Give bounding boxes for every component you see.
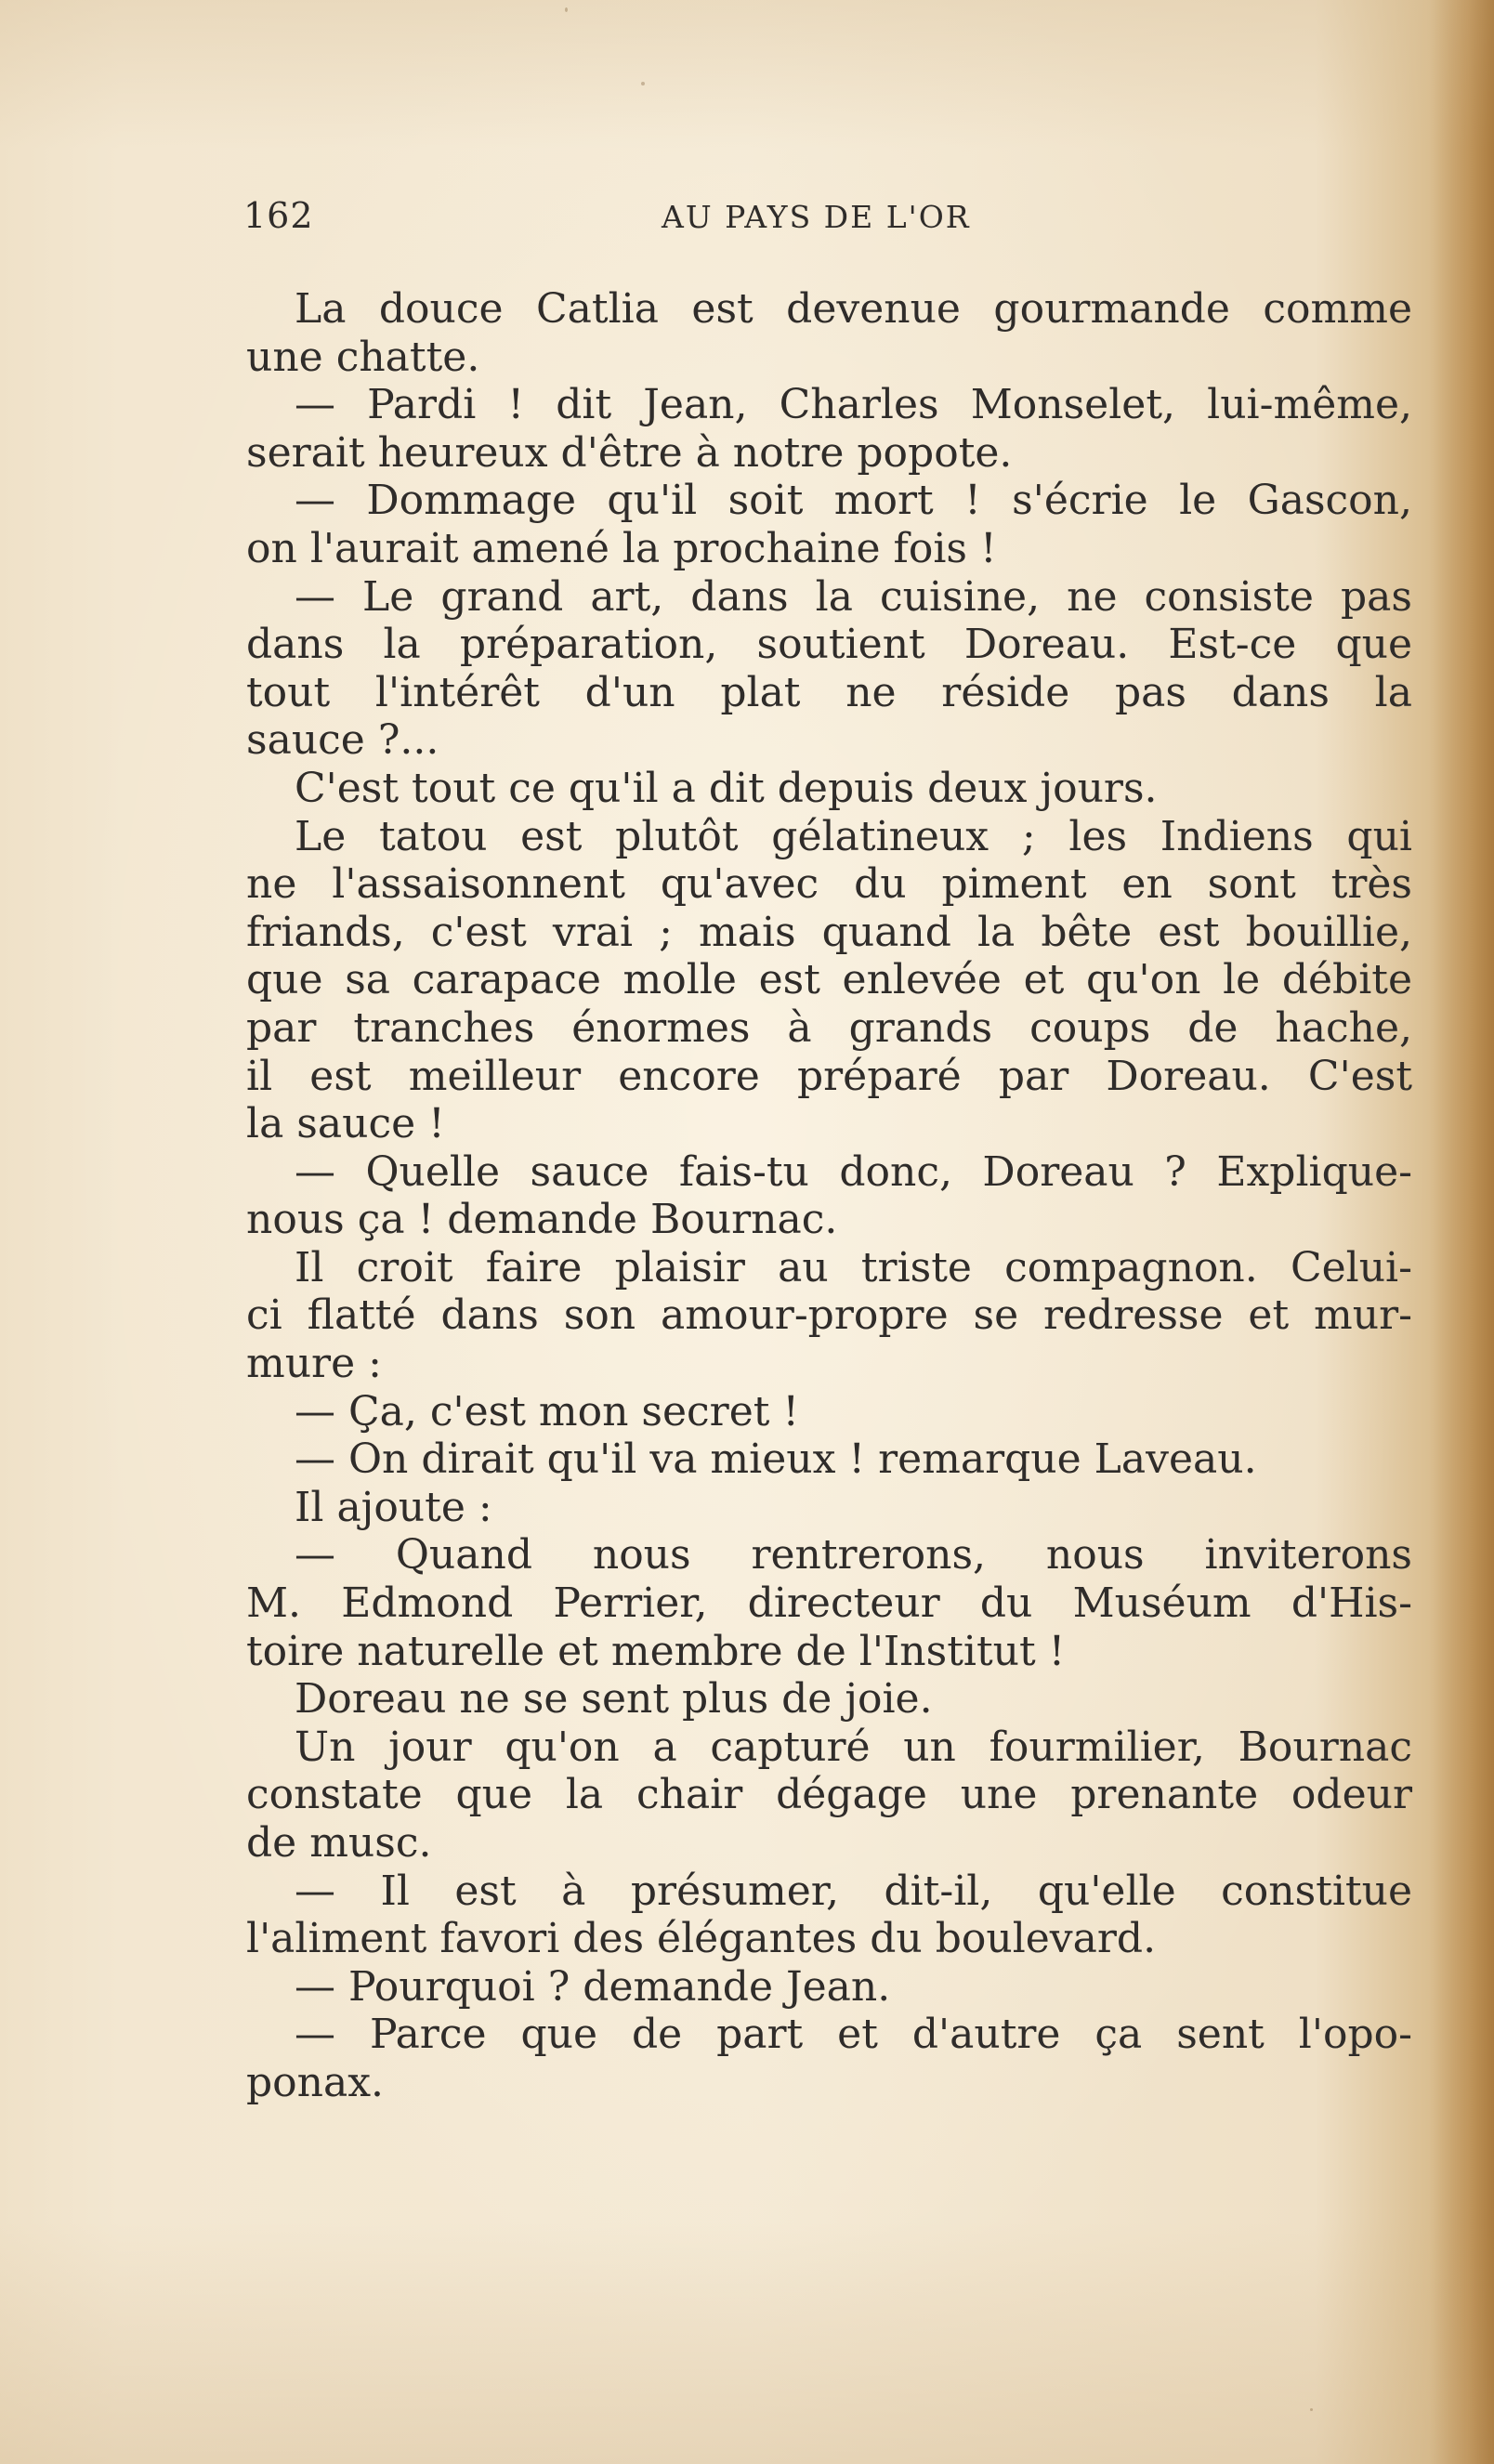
page-number: 162 (243, 195, 314, 236)
text-line: sauce ?... (246, 716, 439, 765)
text-line: une chatte. (246, 333, 480, 381)
text-line: que sa carapace molle est enlevée et qu'on le débite (246, 956, 1412, 1004)
text-line: par tranches énormes à grands coups de hache, (246, 1003, 1412, 1052)
text-line: — Quand nous rentrerons, nous inviterons (295, 1531, 1412, 1579)
text-line: Le tatou est plutôt gélatineux ; les Indiens qui (295, 812, 1412, 860)
text-line: la sauce ! (246, 1100, 445, 1148)
text-line: tout l'intérêt d'un plat ne réside pas dans la (246, 668, 1412, 716)
text-line: La douce Catlia est devenue gourmande comme (295, 285, 1412, 333)
text-line: — Pardi ! dit Jean, Charles Monselet, lui-même, (295, 381, 1412, 429)
text-line: — Il est à présumer, dit-il, qu'elle constitue (295, 1867, 1412, 1915)
text-line: ci flatté dans son amour-propre se redresse et mur- (246, 1291, 1412, 1340)
text-line: de musc. (246, 1819, 432, 1867)
text-line: M. Edmond Perrier, directeur du Muséum d'His- (246, 1579, 1412, 1628)
text-line: — Parce que de part et d'autre ça sent l'opo- (295, 2011, 1412, 2059)
paper-speck (565, 7, 568, 12)
text-line: il est meilleur encore préparé par Doreau. C'est (246, 1052, 1412, 1100)
text-line: — Le grand art, dans la cuisine, ne consiste pas (295, 572, 1412, 621)
text-line: ne l'assaisonnent qu'avec du piment en sont très (246, 860, 1412, 909)
text-line: constate que la chair dégage une prenante odeur (246, 1771, 1412, 1819)
paper-top-tint (0, 0, 1494, 149)
body-text (246, 285, 1412, 2107)
text-line: nous ça ! demande Bournac. (246, 1196, 838, 1244)
text-line: Doreau ne se sent plus de joie. (295, 1675, 933, 1723)
text-line: toire naturelle et membre de l'Institut ! (246, 1627, 1066, 1675)
text-line: — Pourquoi ? demande Jean. (295, 1962, 891, 2011)
paper-speck (641, 82, 645, 85)
text-line: Un jour qu'on a capturé un fourmilier, Bournac (295, 1723, 1412, 1771)
text-line: serait heureux d'être à notre popote. (246, 428, 1013, 477)
text-line: friands, c'est vrai ; mais quand la bête est bouillie, (246, 908, 1412, 956)
text-line: — On dirait qu'il va mieux ! remarque Laveau. (295, 1435, 1257, 1484)
page-edge-shadow (1429, 0, 1494, 2464)
text-line: — Ça, c'est mon secret ! (295, 1387, 800, 1435)
text-line: mure : (246, 1340, 382, 1388)
text-line: dans la préparation, soutient Doreau. Est-ce que (246, 621, 1412, 669)
text-line: Il ajoute : (295, 1483, 492, 1531)
text-line: — Dommage qu'il soit mort ! s'écrie le Gascon, (295, 477, 1412, 525)
text-line: Il croit faire plaisir au triste compagnon. Celui- (295, 1243, 1412, 1291)
text-line: l'aliment favori des élégantes du boulevard. (246, 1915, 1157, 1963)
page-header (243, 186, 1414, 242)
running-head: AU PAYS DE L'OR (662, 199, 971, 235)
text-line: on l'aurait amené la prochaine fois ! (246, 524, 997, 572)
text-line: C'est tout ce qu'il a dit depuis deux jours. (295, 764, 1158, 812)
text-line: — Quelle sauce fais-tu donc, Doreau ? Explique- (295, 1147, 1412, 1196)
paper-speck (1310, 2408, 1313, 2411)
paper-bottom-tint (0, 2222, 1494, 2464)
text-line: ponax. (246, 2058, 385, 2106)
